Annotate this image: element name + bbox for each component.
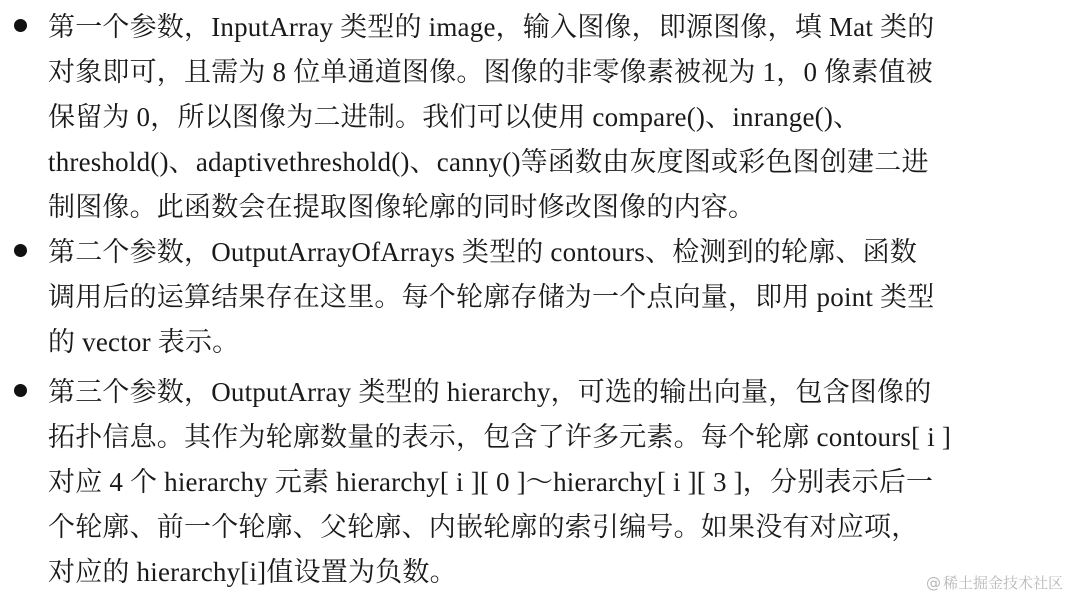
paragraph-line: 拓扑信息。其作为轮廓数量的表示，包含了许多元素。每个轮廓 contours[ i ] (48, 422, 952, 452)
list-item (14, 369, 1064, 599)
paragraph-line: 个轮廓、前一个轮廓、父轮廓、内嵌轮廓的索引编号。如果没有对应项， (48, 512, 919, 542)
paragraph-line: 第二个参数，OutputArrayOfArrays 类型的 contours、检测到的轮廓、函数 (48, 237, 918, 267)
paragraph-line: 的 vector 表示。 (48, 327, 240, 357)
paragraph-line: 调用后的运算结果存在这里。每个轮廓存储为一个点向量，即用 point 类型 (48, 282, 935, 312)
bullet-icon (14, 244, 27, 257)
paragraph-line: 第三个参数，OutputArray 类型的 hierarchy，可选的输出向量，包含图像的 (48, 377, 932, 407)
paragraph-line: 对应 4 个 hierarchy 元素 hierarchy[ i ][ 0 ]～hierarchy[ i ][ 3 ]，分别表示后一 (48, 467, 934, 497)
bullet-icon (14, 384, 27, 397)
paragraph-line: threshold()、adaptivethreshold()、canny()等函数由灰度图或彩色图创建二进 (48, 147, 929, 177)
at-icon: @ (925, 574, 941, 592)
paragraph-line: 第一个参数，InputArray 类型的 image，输入图像，即源图像，填 Mat 类的 (48, 12, 935, 42)
paragraph-line: 保留为 0，所以图像为二进制。我们可以使用 compare()、inrange()、 (48, 102, 861, 132)
watermark-text: 稀土掘金技术社区 (942, 574, 1063, 592)
list-item (14, 229, 1064, 369)
list-item (14, 4, 1064, 234)
watermark (926, 572, 1063, 593)
paragraph-line: 对象即可，且需为 8 位单通道图像。图像的非零像素被视为 1，0 像素值被 (48, 57, 933, 87)
paragraph-line: 制图像。此函数会在提取图像轮廓的同时修改图像的内容。 (48, 192, 756, 222)
bullet-icon (14, 19, 27, 32)
paragraph-line: 对应的 hierarchy[i]值设置为负数。 (48, 557, 457, 587)
